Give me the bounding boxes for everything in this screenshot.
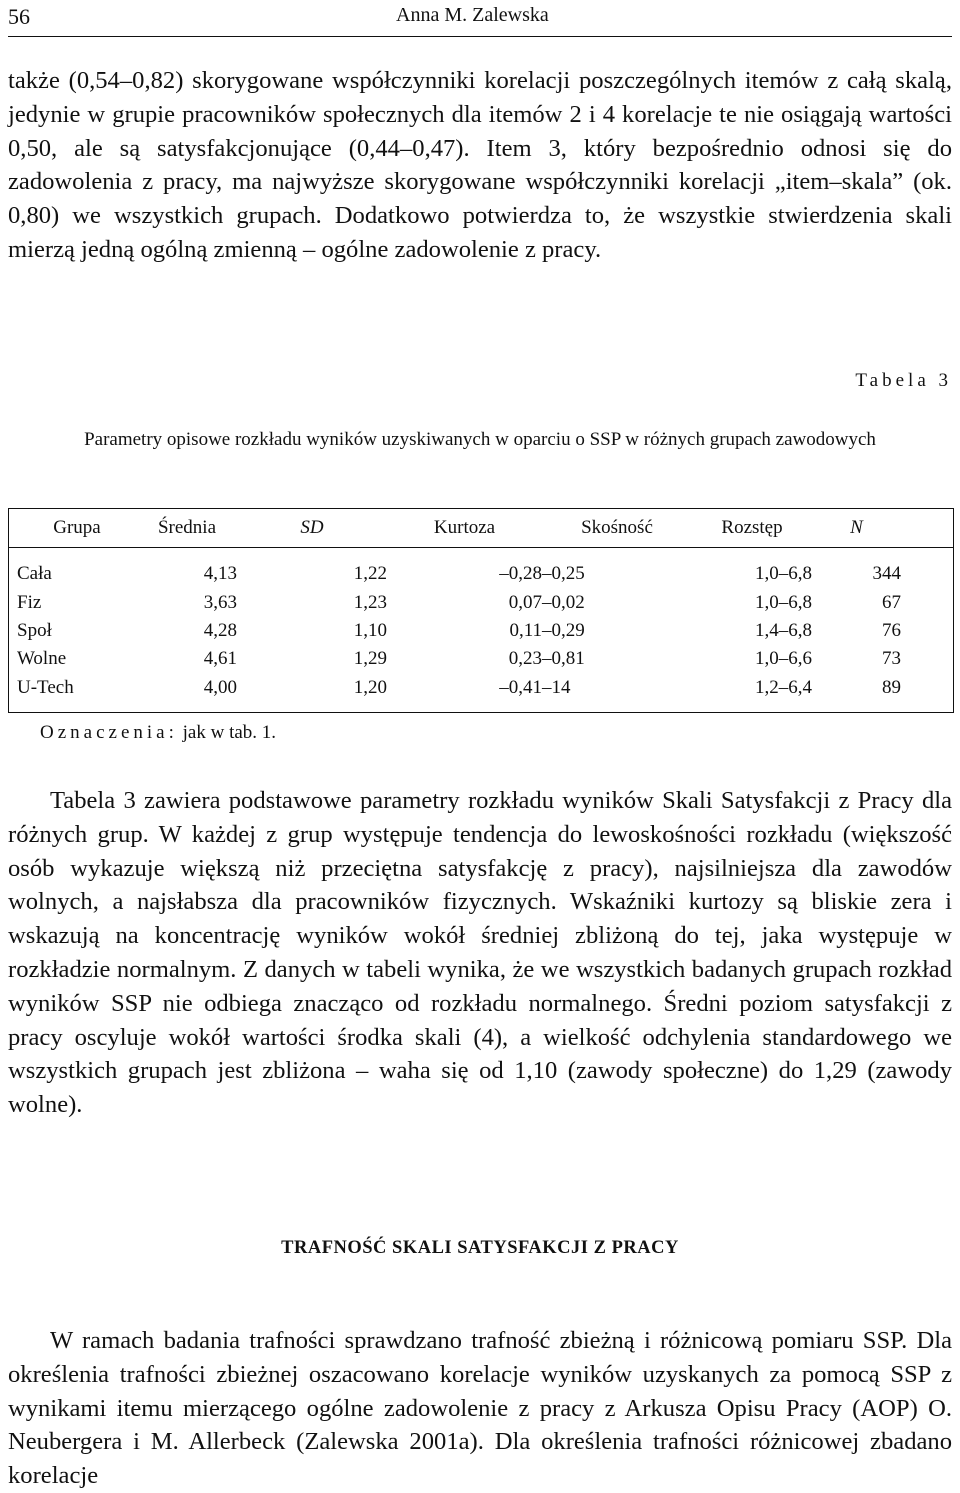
table-row <box>9 548 954 589</box>
cell-srednia: 4,13 <box>203 563 237 585</box>
cell-kurtoza: 0,11 <box>509 619 542 641</box>
col-header-kurtoza: Kurtoza <box>387 509 542 548</box>
cell-kurtoza: –0,41 <box>499 676 542 698</box>
page-number: 56 <box>8 4 30 29</box>
cell-skosnosc: –0,02 <box>542 591 585 613</box>
table-note-label: Oznaczenia: <box>40 722 178 743</box>
cell-srednia: 4,00 <box>203 676 237 698</box>
section-heading: TRAFNOŚĆ SKALI SATYSFAKCJI Z PRACY <box>281 1238 679 1258</box>
cell-skosnosc: –14 <box>542 676 571 698</box>
cell-skosnosc: –0,29 <box>542 619 585 641</box>
cell-kurtoza: 0,23 <box>508 648 542 670</box>
cell-kurtoza: 0,07 <box>508 591 542 613</box>
table-note <box>40 722 276 744</box>
cell-srednia: 4,61 <box>203 648 237 670</box>
cell-sd: 1,10 <box>353 619 387 641</box>
table-number: Tabela 3 <box>855 370 952 391</box>
cell-grupa: Cała <box>17 563 52 585</box>
col-header-rozstep: Rozstęp <box>692 509 812 548</box>
cell-skosnosc: –0,25 <box>542 563 585 585</box>
table-row <box>9 588 954 616</box>
cell-rozstep: 1,4–6,8 <box>755 619 812 641</box>
paragraph-intro: także (0,54–0,82) skorygowane współczynniki korelacji poszczególnych itemów z całą skalą, jedynie w grupie pracowników społecznych dla itemów 2 i 4 korelacje te nie osiągają wartości 0,50, ale są satysfakcjonujące (0,44–0,47). Item 3, który bezpośrednio odnosi się do zadowolenia z pracy, ma najwyższe skorygowane współczynniki korelacji „item–skala” (ok. 0,80) we wszystkich grupach. Dodatkowo potwierdza to, że wszystkie stwierdzenia skali mierzą jedną ogólną zmienną – ogólne zadowolenie z pracy. <box>8 67 952 263</box>
cell-srednia: 3,63 <box>203 591 237 613</box>
col-header-sd: SD <box>237 509 387 548</box>
col-header-skosnosc: Skośność <box>542 509 692 548</box>
cell-grupa: Wolne <box>17 648 67 670</box>
table-row <box>9 674 954 713</box>
descriptive-stats-table <box>8 508 954 713</box>
cell-n: 89 <box>882 676 901 698</box>
table-row <box>9 645 954 673</box>
cell-grupa: Fiz <box>17 591 42 613</box>
col-header-n: N <box>812 509 954 548</box>
col-header-srednia: Średnia <box>137 509 237 548</box>
cell-rozstep: 1,2–6,4 <box>755 676 812 698</box>
cell-grupa: Społ <box>17 619 52 641</box>
cell-sd: 1,23 <box>353 591 387 613</box>
cell-rozstep: 1,0–6,6 <box>755 648 812 670</box>
cell-rozstep: 1,0–6,8 <box>755 563 812 585</box>
cell-grupa: U-Tech <box>17 676 74 698</box>
header-rule <box>8 36 952 37</box>
cell-sd: 1,29 <box>353 648 387 670</box>
cell-kurtoza: –0,28 <box>499 563 542 585</box>
cell-sd: 1,20 <box>353 676 387 698</box>
cell-n: 344 <box>872 563 901 585</box>
table-caption: Parametry opisowe rozkładu wyników uzyskiwanych w oparciu o SSP w różnych grupach zawodowych <box>84 429 876 450</box>
cell-n: 67 <box>882 591 901 613</box>
running-head <box>8 4 952 32</box>
table-note-text: jak w tab. 1. <box>177 722 277 743</box>
cell-rozstep: 1,0–6,8 <box>755 591 812 613</box>
cell-n: 76 <box>882 619 901 641</box>
table-row <box>9 617 954 645</box>
cell-sd: 1,22 <box>353 563 387 585</box>
cell-skosnosc: –0,81 <box>542 648 585 670</box>
cell-n: 73 <box>882 648 901 670</box>
cell-srednia: 4,28 <box>203 619 237 641</box>
running-head-author: Anna M. Zalewska <box>396 4 549 26</box>
paragraph-validity: W ramach badania trafności sprawdzano trafność zbieżną i różnicową pomiaru SSP. Dla określenia trafności zbieżnej oszacowano korelacje wyników uzyskanych za pomocą SSP z wynikami itemu mierzącego ogólne zadowolenie z pracy z Arkusza Opisu Pracy (AOP) O. Neubergera i M. Allerbeck (Zalewska 2001a). Dla określenia trafności różnicowej zbadano korelacje <box>8 1327 952 1490</box>
table-header-row <box>9 509 954 548</box>
paragraph-table-discussion: Tabela 3 zawiera podstawowe parametry rozkładu wyników Skali Satysfakcji z Pracy dla różnych grup. W każdej z grup występuje tendencja do lewoskośności rozkładu (większość osób wykazuje większą niż przeciętna satysfakcję z pracy), najsilniejsza dla zawodów wolnych, a najsłabsza dla pracowników fizycznych. Wskaźniki kurtozy są bliskie zera i wskazują na koncentrację wyników wokół średniej zbliżoną do tej, jaka występuje w rozkładzie normalnym. Z danych w tabeli wynika, że we wszystkich badanych grupach rozkład wyników SSP nie odbiega znacząco od rozkładu normalnego. Średni poziom satysfakcji z pracy oscyluje wokół wartości środka skali (4), a wielkość odchylenia standardowego we wszystkich grupach jest zbliżona – waha się od 1,10 (zawody społeczne) do 1,29 (zawody wolne). <box>8 787 952 1119</box>
col-header-grupa: Grupa <box>9 509 138 548</box>
